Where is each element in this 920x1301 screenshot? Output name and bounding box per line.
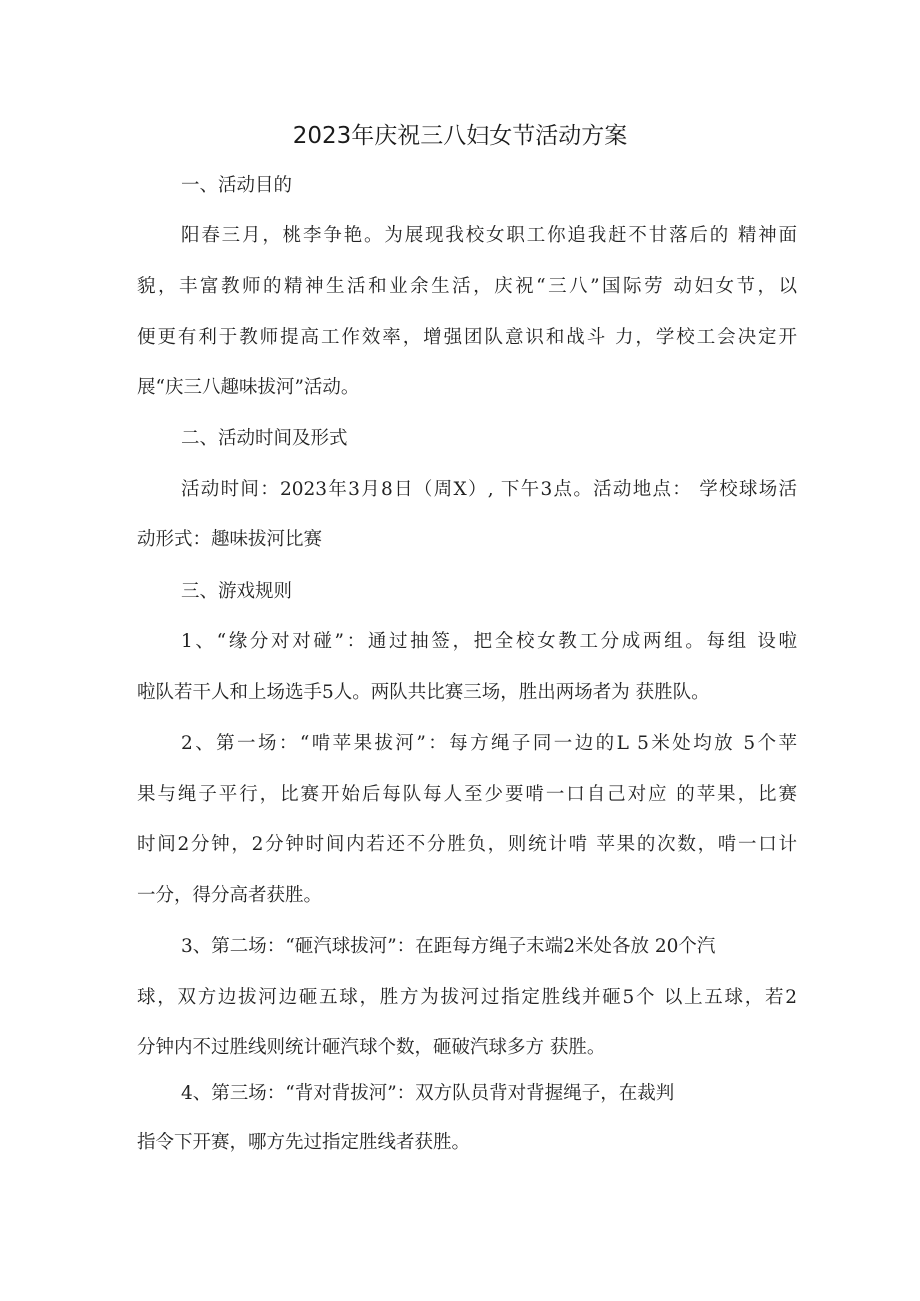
paragraph-line: 便更有利于教师提高工作效率，增强团队意识和战斗 力，学校工会决定开	[137, 327, 797, 348]
paragraph-line: 阳春三月，桃李争艳。为展现我校女职工你追我赶不甘落后的 精神面	[181, 225, 797, 246]
document-title: 2023年庆祝三八妇女节活动方案	[292, 123, 628, 149]
paragraph-line: 时间2分钟，2分钟时间内若还不分胜负，则统计啃 苹果的次数，啃一口计	[137, 834, 797, 855]
paragraph-line: 一分，得分高者获胜。	[137, 885, 323, 906]
paragraph-line: 动形式：趣味拔河比赛	[137, 529, 323, 550]
paragraph-line: 1、“缘分对对碰”：通过抽签，把全校女教工分成两组。每组 设啦	[181, 631, 797, 652]
paragraph-line: 活动时间：2023年3月8日（周X）, 下午3点。活动地点： 学校球场活	[181, 479, 797, 500]
paragraph-line: 2、第一场：“啃苹果拔河”：每方绳子同一边的L 5米处均放 5个苹	[181, 733, 797, 754]
paragraph-line: 3、第二场：“砸汽球拔河”：在距每方绳子末端2米处各放 20个汽	[181, 936, 716, 957]
section-heading-time-format: 二、活动时间及形式	[181, 428, 348, 449]
paragraph-line: 指令下开赛，哪方先过指定胜线者获胜。	[137, 1132, 471, 1153]
section-heading-rules: 三、游戏规则	[181, 581, 293, 602]
paragraph-line: 展“庆三八趣味拔河”活动。	[137, 377, 360, 398]
paragraph-line: 啦队若干人和上场选手5人。两队共比赛三场，胜出两场者为 获胜队。	[137, 682, 710, 703]
paragraph-line: 果与绳子平行，比赛开始后每队每人至少要啃一口自己对应 的苹果，比赛	[137, 784, 797, 805]
paragraph-line: 分钟内不过胜线则统计砸汽球个数，砸破汽球多方 获胜。	[137, 1037, 606, 1058]
section-heading-purpose: 一、活动目的	[181, 175, 293, 196]
paragraph-line: 球，双方边拔河边砸五球，胜方为拔河过指定胜线并砸5个 以上五球，若2	[137, 987, 797, 1008]
paragraph-line: 4、第三场：“背对背拔河”：双方队员背对背握绳子，在裁判	[181, 1083, 675, 1104]
paragraph-line: 貌，丰富教师的精神生活和业余生活，庆祝“三八”国际劳 动妇女节，以	[137, 276, 797, 297]
